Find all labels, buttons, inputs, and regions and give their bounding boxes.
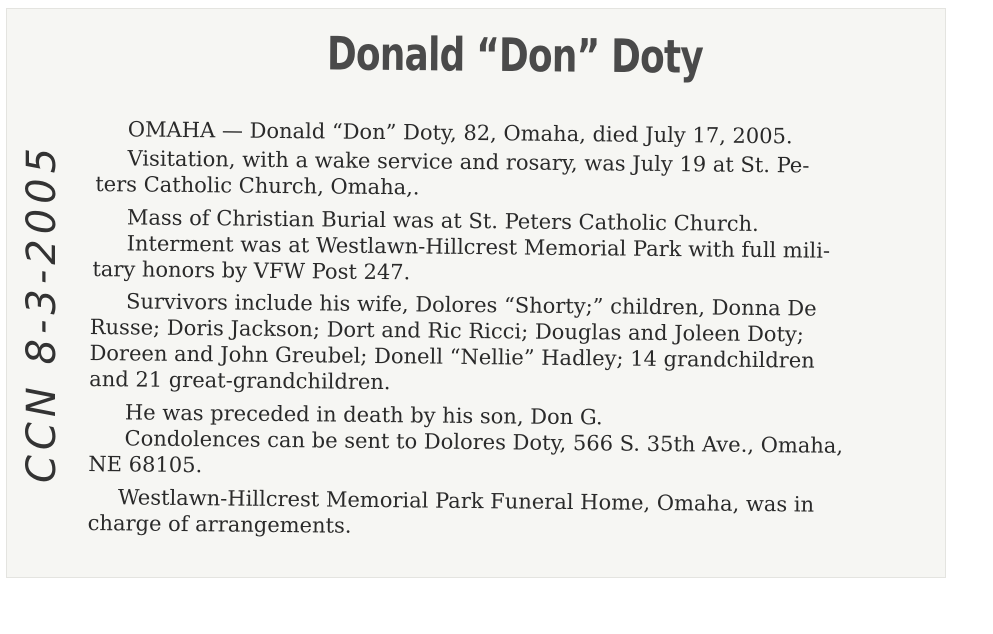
body-line: Survivors include his wife, Dolores “Shorty;” children, Donna De xyxy=(125,289,817,321)
body-line: ters Catholic Church, Omaha,. xyxy=(95,172,420,200)
body-line: charge of arrangements. xyxy=(87,510,352,538)
body-line: Russe; Doris Jackson; Dort and Ric Ricci; Douglas and Joleen Doty; xyxy=(89,314,805,347)
body-line: tary honors by VFW Post 247. xyxy=(92,257,411,285)
obituary-title: Donald “Don” Doty xyxy=(326,26,704,84)
body-line: OMAHA — Donald “Don” Doty, 82, Omaha, died July 17, 2005. xyxy=(127,117,793,149)
body-line: Westlawn-Hillcrest Memorial Park Funeral Home, Omaha, was in xyxy=(117,485,815,517)
body-line: Interment was at Westlawn-Hillcrest Memorial Park with full mili- xyxy=(126,231,831,263)
body-line: Condolences can be sent to Dolores Doty, 566 S. 35th Ave., Omaha, xyxy=(124,426,844,458)
body-line: and 21 great-grandchildren. xyxy=(89,366,391,395)
body-line: NE 68105. xyxy=(88,451,203,478)
body-line: Visitation, with a wake service and rosary, was July 19 at St. Pe- xyxy=(127,146,810,178)
handwritten-date-note: CCN 8-3-2005 xyxy=(19,142,65,483)
body-line: Mass of Christian Burial was at St. Peters Catholic Church. xyxy=(126,205,759,236)
body-line: He was preceded in death by his son, Don G. xyxy=(124,400,603,430)
body-line: Doreen and John Greubel; Donell “Nellie” Hadley; 14 grandchildren xyxy=(89,340,815,373)
